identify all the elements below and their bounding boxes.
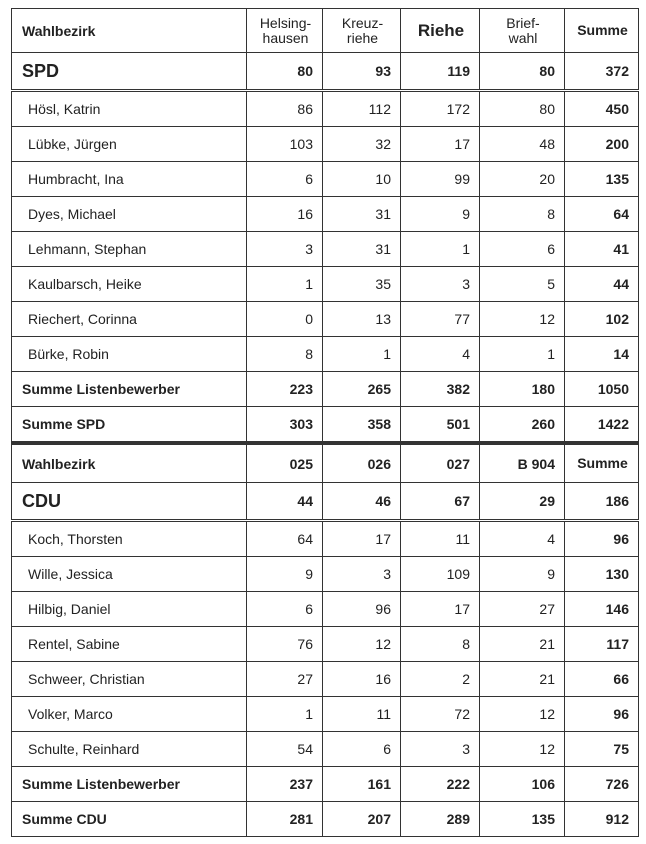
cdu-results-table	[11, 442, 639, 837]
table-row	[12, 127, 639, 162]
candidate-name: Lehmann, Stephan	[12, 232, 247, 267]
table-row	[12, 592, 639, 627]
vote-count: 44	[565, 267, 639, 302]
party-value: 29	[480, 483, 565, 521]
party-total-row	[12, 407, 639, 443]
list-total-row	[12, 767, 639, 802]
party-name: CDU	[12, 483, 247, 521]
party-value: 44	[247, 483, 323, 521]
vote-count: 103	[247, 127, 323, 162]
table-row	[12, 232, 639, 267]
vote-count: 8	[247, 337, 323, 372]
total-value: 207	[323, 802, 401, 837]
vote-count: 80	[480, 91, 565, 127]
vote-count: 172	[401, 91, 480, 127]
total-label: Summe SPD	[12, 407, 247, 443]
vote-count: 5	[480, 267, 565, 302]
party-value: 46	[323, 483, 401, 521]
candidate-name: Wille, Jessica	[12, 557, 247, 592]
party-total-row	[12, 802, 639, 837]
vote-count: 3	[401, 267, 480, 302]
vote-count: 4	[401, 337, 480, 372]
table-row	[12, 302, 639, 337]
table-row	[12, 662, 639, 697]
header-row	[12, 9, 639, 53]
total-value: 260	[480, 407, 565, 443]
vote-count: 64	[565, 197, 639, 232]
candidate-name: Rentel, Sabine	[12, 627, 247, 662]
table-row	[12, 697, 639, 732]
vote-count: 99	[401, 162, 480, 197]
vote-count: 75	[565, 732, 639, 767]
vote-count: 11	[401, 521, 480, 557]
column-header: Kreuz- riehe	[323, 9, 401, 53]
vote-count: 6	[247, 592, 323, 627]
party-value: 80	[480, 53, 565, 91]
vote-count: 12	[480, 732, 565, 767]
party-name: SPD	[12, 53, 247, 91]
header-row	[12, 444, 639, 483]
vote-count: 12	[480, 302, 565, 337]
total-value: 265	[323, 372, 401, 407]
table-row	[12, 732, 639, 767]
total-label: Summe CDU	[12, 802, 247, 837]
cdu-table-body	[12, 444, 639, 837]
vote-count: 17	[401, 127, 480, 162]
vote-count: 1	[401, 232, 480, 267]
column-header: Riehe	[401, 9, 480, 53]
vote-count: 77	[401, 302, 480, 337]
vote-count: 41	[565, 232, 639, 267]
vote-count: 6	[247, 162, 323, 197]
vote-count: 96	[565, 521, 639, 557]
table-row	[12, 337, 639, 372]
vote-count: 35	[323, 267, 401, 302]
vote-count: 54	[247, 732, 323, 767]
vote-count: 3	[247, 232, 323, 267]
vote-count: 12	[480, 697, 565, 732]
candidate-name: Hilbig, Daniel	[12, 592, 247, 627]
column-header-district: Wahlbezirk	[12, 9, 247, 53]
vote-count: 10	[323, 162, 401, 197]
vote-count: 86	[247, 91, 323, 127]
candidate-name: Hösl, Katrin	[12, 91, 247, 127]
vote-count: 0	[247, 302, 323, 337]
vote-count: 96	[323, 592, 401, 627]
total-label: Summe Listenbewerber	[12, 767, 247, 802]
total-value: 180	[480, 372, 565, 407]
candidate-name: Schulte, Reinhard	[12, 732, 247, 767]
total-label: Summe Listenbewerber	[12, 372, 247, 407]
total-value: 1422	[565, 407, 639, 443]
vote-count: 102	[565, 302, 639, 337]
total-value: 1050	[565, 372, 639, 407]
column-header: 027	[401, 444, 480, 483]
candidate-name: Schweer, Christian	[12, 662, 247, 697]
vote-count: 72	[401, 697, 480, 732]
vote-count: 16	[323, 662, 401, 697]
list-total-row	[12, 372, 639, 407]
vote-count: 450	[565, 91, 639, 127]
vote-count: 21	[480, 627, 565, 662]
party-row	[12, 53, 639, 91]
vote-count: 1	[247, 267, 323, 302]
vote-count: 17	[323, 521, 401, 557]
total-value: 223	[247, 372, 323, 407]
total-value: 237	[247, 767, 323, 802]
party-value: 80	[247, 53, 323, 91]
vote-count: 117	[565, 627, 639, 662]
vote-count: 14	[565, 337, 639, 372]
column-header: 026	[323, 444, 401, 483]
vote-count: 64	[247, 521, 323, 557]
candidate-name: Kaulbarsch, Heike	[12, 267, 247, 302]
spd-results-table	[11, 8, 639, 444]
vote-count: 6	[480, 232, 565, 267]
total-value: 726	[565, 767, 639, 802]
total-value: 382	[401, 372, 480, 407]
vote-count: 8	[480, 197, 565, 232]
party-row	[12, 483, 639, 521]
vote-count: 3	[401, 732, 480, 767]
spd-table-body	[12, 9, 639, 443]
total-value: 281	[247, 802, 323, 837]
column-header: B 904	[480, 444, 565, 483]
vote-count: 48	[480, 127, 565, 162]
total-value: 135	[480, 802, 565, 837]
vote-count: 76	[247, 627, 323, 662]
vote-count: 4	[480, 521, 565, 557]
vote-count: 1	[323, 337, 401, 372]
vote-count: 130	[565, 557, 639, 592]
vote-count: 109	[401, 557, 480, 592]
table-row	[12, 267, 639, 302]
vote-count: 9	[247, 557, 323, 592]
candidate-name: Humbracht, Ina	[12, 162, 247, 197]
total-value: 501	[401, 407, 480, 443]
party-value: 67	[401, 483, 480, 521]
total-value: 289	[401, 802, 480, 837]
vote-count: 1	[480, 337, 565, 372]
table-row	[12, 162, 639, 197]
vote-count: 8	[401, 627, 480, 662]
column-header: Helsing- hausen	[247, 9, 323, 53]
vote-count: 27	[247, 662, 323, 697]
vote-count: 11	[323, 697, 401, 732]
column-header: 025	[247, 444, 323, 483]
vote-count: 9	[480, 557, 565, 592]
total-value: 222	[401, 767, 480, 802]
vote-count: 135	[565, 162, 639, 197]
column-header: Brief- wahl	[480, 9, 565, 53]
vote-count: 6	[323, 732, 401, 767]
vote-count: 17	[401, 592, 480, 627]
vote-count: 1	[247, 697, 323, 732]
total-value: 303	[247, 407, 323, 443]
vote-count: 32	[323, 127, 401, 162]
vote-count: 20	[480, 162, 565, 197]
total-value: 161	[323, 767, 401, 802]
candidate-name: Koch, Thorsten	[12, 521, 247, 557]
total-value: 358	[323, 407, 401, 443]
party-value: 186	[565, 483, 639, 521]
column-header-district: Wahlbezirk	[12, 444, 247, 483]
column-header: Summe	[565, 444, 639, 483]
vote-count: 13	[323, 302, 401, 337]
party-value: 93	[323, 53, 401, 91]
vote-count: 21	[480, 662, 565, 697]
candidate-name: Dyes, Michael	[12, 197, 247, 232]
vote-count: 3	[323, 557, 401, 592]
vote-count: 27	[480, 592, 565, 627]
party-value: 372	[565, 53, 639, 91]
party-value: 119	[401, 53, 480, 91]
vote-count: 2	[401, 662, 480, 697]
vote-count: 31	[323, 197, 401, 232]
vote-count: 96	[565, 697, 639, 732]
vote-count: 16	[247, 197, 323, 232]
vote-count: 66	[565, 662, 639, 697]
vote-count: 146	[565, 592, 639, 627]
vote-count: 31	[323, 232, 401, 267]
table-row	[12, 627, 639, 662]
column-header: Summe	[565, 9, 639, 53]
table-row	[12, 197, 639, 232]
candidate-name: Volker, Marco	[12, 697, 247, 732]
vote-count: 112	[323, 91, 401, 127]
vote-count: 12	[323, 627, 401, 662]
total-value: 106	[480, 767, 565, 802]
table-row	[12, 521, 639, 557]
candidate-name: Lübke, Jürgen	[12, 127, 247, 162]
table-row	[12, 557, 639, 592]
vote-count: 200	[565, 127, 639, 162]
table-row	[12, 91, 639, 127]
vote-count: 9	[401, 197, 480, 232]
candidate-name: Riechert, Corinna	[12, 302, 247, 337]
total-value: 912	[565, 802, 639, 837]
candidate-name: Bürke, Robin	[12, 337, 247, 372]
